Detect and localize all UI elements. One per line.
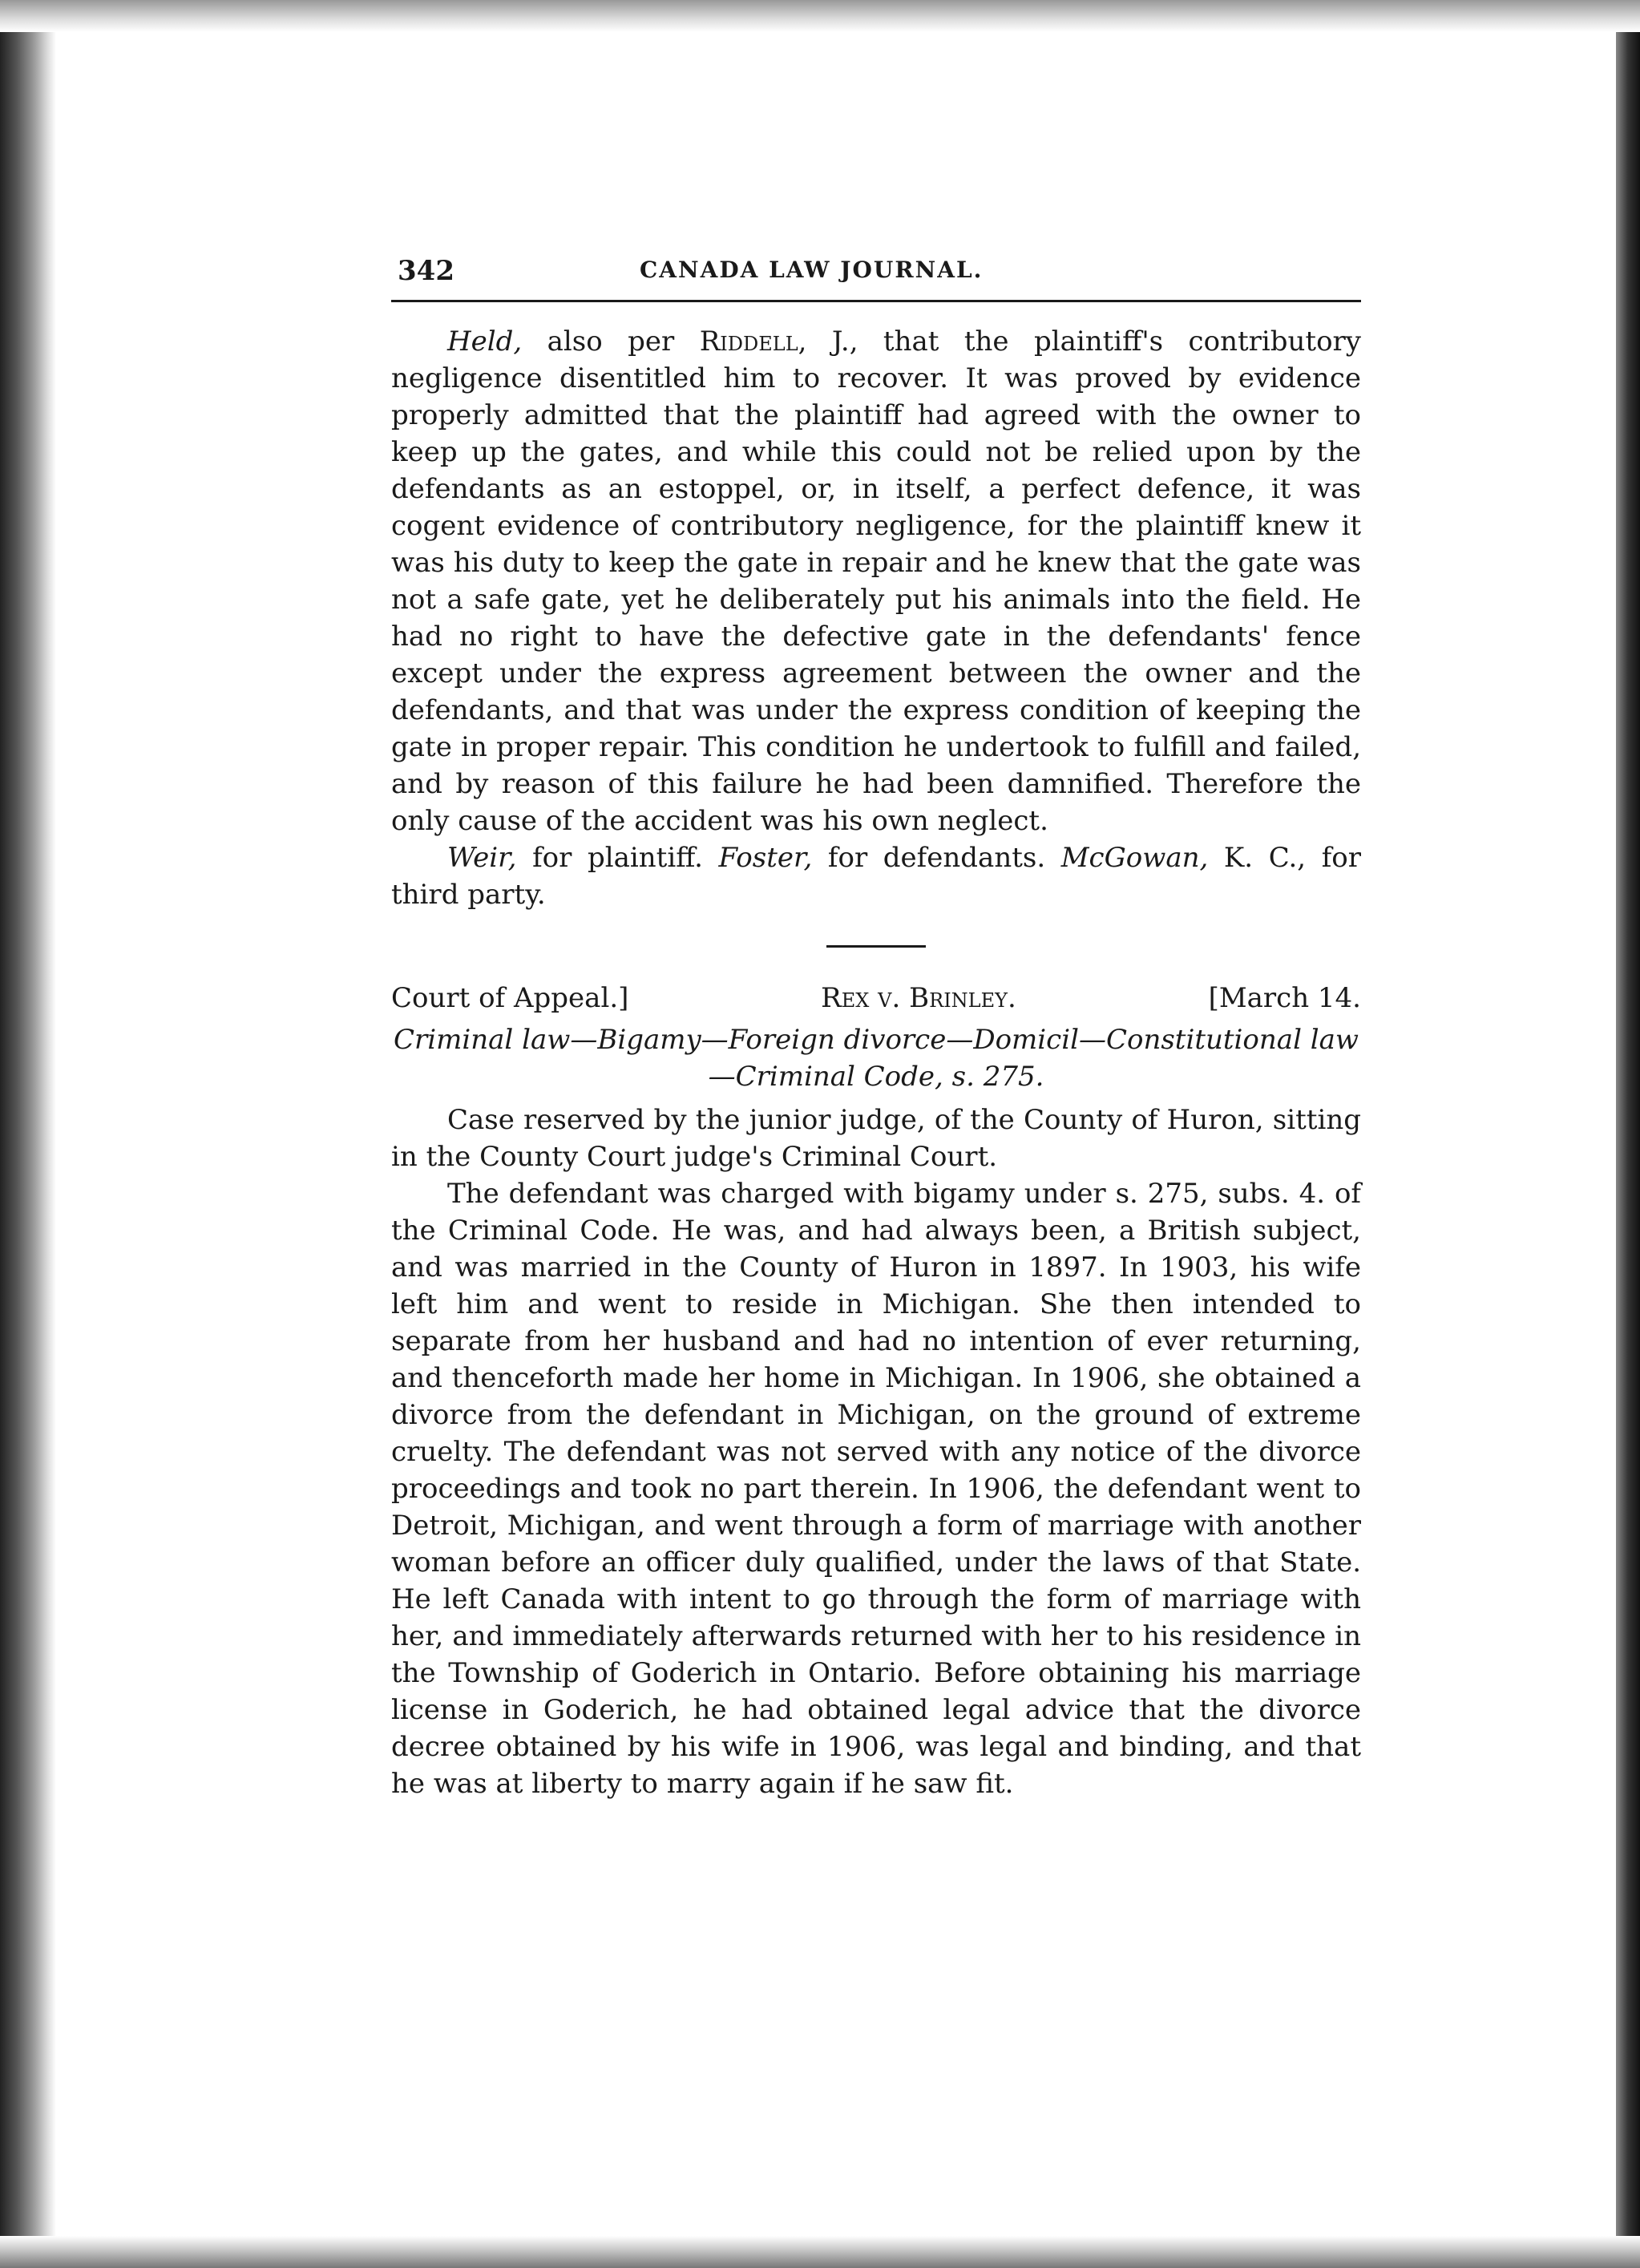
case-paragraph-2: The defendant was charged with bigamy under s. 275, subs. 4. of the Criminal Code. He was, and had always been, a British subject, and was married in the County of Huron in 1897. In 1903, his wife left him and went to reside in Michigan. She then intended to separate from her husband and had no intention of ever returning, and thenceforth made her home in Michigan. In 1906, she obtained a divorce from the defendant in Michigan, on the ground of extreme cruelty. The defendant was not served with any notice of the divorce proceedings and took no part therein. In 1906, the defendant went to Detroit, Michigan, and went through a form of marriage with another woman before an officer duly qualified, under the laws of that State. He left Canada with intent to go through the form of marriage with her, and immediately afterwards returned with her to his residence in the Township of Goderich in Ontario. Before obtaining his marriage license in Goderich, he had obtained legal advice that the divorce decree obtained by his wife in 1906, was legal and binding, and that he was at liberty to marry again if he saw fit.: [391, 1178, 1361, 1800]
held-label: Held,: [447, 325, 523, 358]
held-text-before: also per: [522, 325, 700, 358]
court-name: Court of Appeal.]: [391, 982, 629, 1014]
held-text-after: , J., that the plaintiff's contributory negligence disentitled him to recover. It was proved by evidence properly admitted that the plaintiff had agreed with the owner to keep up the gates, and while this could not be relied upon by the defendants as an estoppel, or, in itself, a perfect defence, it was cogent evidence of contributory negligence, for the plaintiff knew it was his duty to keep the gate in repair and he knew that the gate was not a safe gate, yet he deliberately put his animals into the field. He had no right to have the defective gate in the defendants' fence except under the express agreement between the owner and the defendants, and that was under the express condition of keeping the gate in proper repair. This condition he undertook to fulfill and failed, and by reason of this failure he had been damnified. Therefore the only cause of the accident was his own neglect.: [391, 325, 1362, 837]
counsel-1-name: Weir,: [447, 842, 517, 874]
scan-edge-top: [0, 0, 1640, 32]
counsel-1-role: for plaintiff.: [516, 842, 719, 874]
header-rule: [391, 300, 1361, 302]
scan-edge-right: [1616, 0, 1640, 2268]
case-paragraph-1: Case reserved by the junior judge, of the County of Huron, sitting in the County Court judge's Criminal Court.: [391, 1104, 1361, 1173]
case-name: Rex v. Brinley.: [821, 982, 1016, 1014]
page-content: [391, 255, 1361, 1802]
scan-edge-bottom: [0, 2236, 1640, 2268]
counsel-3-name: McGowan,: [1060, 842, 1209, 874]
held-paragraph: [391, 323, 1361, 839]
counsel-2-role: for defendants.: [812, 842, 1061, 874]
counsel-paragraph: [391, 839, 1361, 913]
section-separator: [826, 945, 926, 948]
case-date: [March 14.: [1208, 982, 1361, 1014]
held-judge: Riddell: [699, 325, 798, 358]
counsel-2-name: Foster,: [718, 842, 813, 874]
scan-edge-left: [0, 0, 56, 2268]
running-head: [391, 255, 1361, 292]
page-number: 342: [398, 255, 454, 287]
case-title-line: [391, 980, 1361, 1017]
case-headnote: Criminal law—Bigamy—Foreign divorce—Domicil—Constitutional law—Criminal Code, s. 275.: [393, 1024, 1359, 1093]
counsel-3-role: K. C., for third party.: [391, 842, 1362, 911]
journal-title: CANADA LAW JOURNAL.: [640, 257, 984, 283]
